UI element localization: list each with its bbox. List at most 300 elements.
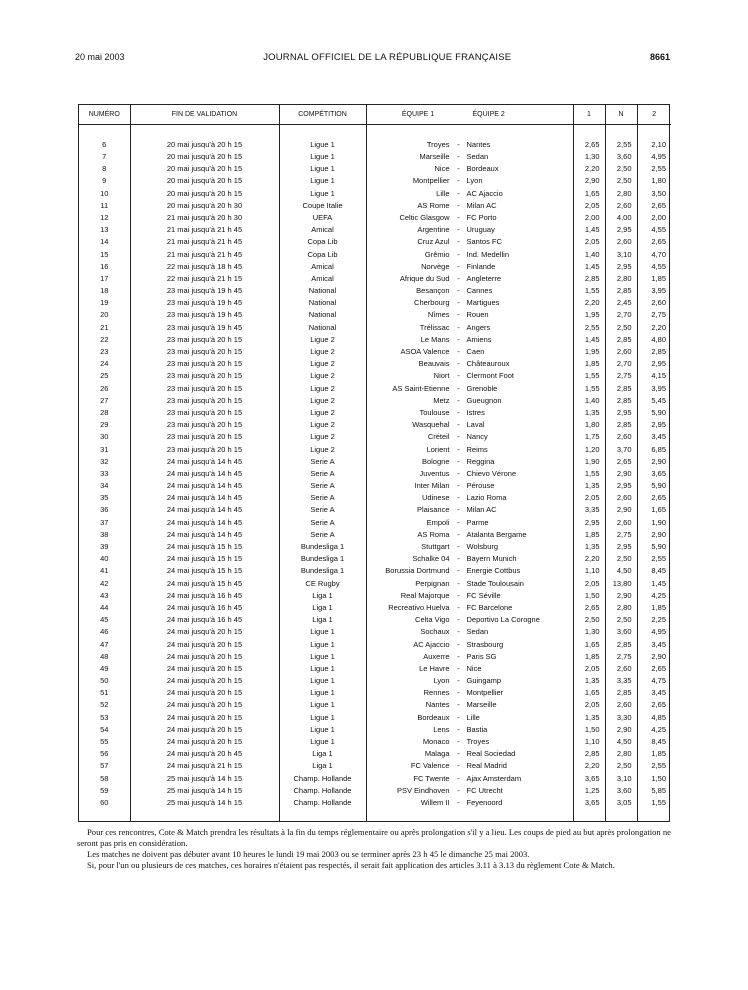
- table-spacer-row: [79, 125, 671, 139]
- cell-cote-1: 2,65: [573, 601, 605, 613]
- cell-cote-n: 2,60: [605, 345, 637, 357]
- cell-equipes: [366, 199, 573, 211]
- cell-cote-2: 2,60: [637, 297, 671, 309]
- cell-fin-validation: 20 mai jusqu'à 20 h 15: [130, 175, 279, 187]
- cell-numero: 16: [100, 261, 109, 271]
- cell-cote-1: 2,05: [573, 577, 605, 589]
- cell-cote-n: 2,90: [605, 504, 637, 516]
- cell-equipe-1: Borussia Dortmund: [385, 566, 450, 576]
- cell-cote-1: 1,10: [573, 565, 605, 577]
- cell-cote-2: 2,65: [637, 199, 671, 211]
- table-row: [79, 297, 671, 309]
- cell-cote-2: 1,50: [637, 772, 671, 784]
- cell-equipe-2: Sedan: [466, 152, 489, 161]
- cell-cote-2: 4,70: [637, 248, 671, 260]
- cell-cote-n: 2,85: [605, 394, 637, 406]
- col-header-equipes: [366, 105, 573, 125]
- cell-equipes: [366, 577, 573, 589]
- cell-competition: Amical: [279, 272, 366, 284]
- cell-equipe-1: Real Majorque: [400, 590, 450, 600]
- cell-cote-n: 3,10: [605, 248, 637, 260]
- cell-equipe-2: Lyon: [466, 176, 483, 186]
- cell-equipe-1: Le Havre: [419, 663, 450, 673]
- cell-numero: 42: [100, 578, 109, 588]
- team-separator: -: [457, 712, 460, 722]
- cell-cote-2: 2,65: [637, 492, 671, 504]
- cell-cote-2: 4,25: [637, 589, 671, 601]
- cell-equipes: [366, 796, 573, 808]
- cell-equipe-2: Finlande: [466, 261, 496, 271]
- cell-numero: 45: [100, 615, 109, 625]
- cell-numero: 28: [100, 407, 109, 417]
- cell-cote-n: 4,50: [605, 735, 637, 747]
- table-row: [79, 370, 671, 382]
- cell-equipe-2: Laval: [466, 420, 485, 430]
- cell-cote-n: 13,80: [605, 577, 637, 589]
- cell-cote-n: 2,95: [605, 540, 637, 552]
- cell-cote-n: 2,95: [605, 224, 637, 236]
- cell-fin-validation: 24 mai jusqu'à 16 h 45: [130, 589, 279, 601]
- cell-cote-n: 2,90: [605, 589, 637, 601]
- cell-cote-n: 2,60: [605, 662, 637, 674]
- cell-equipe-2: Ind. Medellin: [466, 249, 510, 259]
- cell-competition: CE Rugby: [279, 577, 366, 589]
- cell-equipe-1: Wasquehal: [412, 420, 450, 430]
- cell-cote-1: 2,20: [573, 760, 605, 772]
- table-row: [79, 784, 671, 796]
- team-separator: -: [457, 542, 460, 551]
- cell-equipe-1: FC Valence: [410, 761, 450, 771]
- table-row: [79, 540, 671, 552]
- cell-numero: 50: [100, 676, 109, 686]
- cell-cote-2: 3,95: [637, 285, 671, 297]
- table-row: [79, 565, 671, 577]
- cell-equipe-1: Bordeaux: [417, 712, 450, 722]
- team-separator: -: [457, 420, 460, 430]
- cell-numero: 34: [100, 481, 109, 491]
- cell-cote-1: 1,45: [573, 333, 605, 345]
- cell-equipe-2: Angleterre: [466, 273, 502, 283]
- cell-numero: 35: [100, 493, 109, 503]
- cell-numero: 19: [100, 298, 109, 308]
- team-separator: -: [457, 663, 460, 673]
- cell-equipe-1: Plaisance: [416, 505, 450, 515]
- cell-cote-n: 2,95: [605, 260, 637, 272]
- table-row: [79, 285, 671, 297]
- cell-equipe-1: Monaco: [422, 737, 450, 746]
- cell-competition: Ligue 1: [279, 675, 366, 687]
- cell-equipes: [366, 309, 573, 321]
- cell-competition: UEFA: [279, 211, 366, 223]
- cell-cote-1: 1,85: [573, 650, 605, 662]
- table-body: [79, 125, 671, 822]
- cell-equipe-2: Amiens: [466, 334, 492, 344]
- cell-competition: Ligue 1: [279, 638, 366, 650]
- cell-numero: 9: [102, 176, 107, 186]
- cell-equipe-2: Troyes: [466, 737, 490, 746]
- cell-equipe-2: Uruguay: [466, 225, 495, 235]
- cell-competition: Serie A: [279, 480, 366, 492]
- cell-cote-2: 2,55: [637, 163, 671, 175]
- cell-numero: 14: [100, 237, 109, 247]
- cell-equipe-2: Real Sociedad: [466, 749, 516, 759]
- cell-equipes: [366, 589, 573, 601]
- cell-equipes: [366, 662, 573, 674]
- cell-cote-n: 2,85: [605, 382, 637, 394]
- cell-fin-validation: 21 mai jusqu'à 20 h 30: [130, 211, 279, 223]
- table-row: [79, 199, 671, 211]
- cell-equipe-1: Beauvais: [418, 359, 450, 369]
- cell-numero: 41: [100, 566, 109, 576]
- cell-equipe-2: FC Séville: [466, 590, 501, 600]
- cell-competition: Liga 1: [279, 614, 366, 626]
- cell-equipe-2: Feyenoord: [466, 797, 503, 807]
- cell-equipe-2: Nantes: [466, 139, 491, 149]
- cell-equipes: [366, 285, 573, 297]
- table-row: [79, 577, 671, 589]
- cell-cote-1: 2,05: [573, 199, 605, 211]
- cell-cote-2: 3,95: [637, 382, 671, 394]
- cell-cote-1: 1,45: [573, 260, 605, 272]
- cell-fin-validation: 23 mai jusqu'à 19 h 45: [130, 297, 279, 309]
- cell-numero: 56: [100, 749, 109, 759]
- cell-competition: National: [279, 297, 366, 309]
- cell-cote-2: 4,95: [637, 150, 671, 162]
- cell-cote-n: 3,60: [605, 626, 637, 638]
- cell-equipe-2: Real Madrid: [466, 761, 507, 771]
- cell-fin-validation: 23 mai jusqu'à 20 h 15: [130, 394, 279, 406]
- cell-cote-2: 2,20: [637, 321, 671, 333]
- cell-equipes: [366, 699, 573, 711]
- cell-competition: Ligue 1: [279, 138, 366, 150]
- cell-competition: Liga 1: [279, 589, 366, 601]
- cell-equipe-1: Cruz Azul: [417, 237, 450, 247]
- cell-competition: Serie A: [279, 467, 366, 479]
- cell-numero: 18: [100, 286, 109, 296]
- table-row: [79, 723, 671, 735]
- cell-competition: Serie A: [279, 504, 366, 516]
- cell-cote-2: 3,50: [637, 187, 671, 199]
- cell-cote-1: 2,05: [573, 236, 605, 248]
- table-row: [79, 321, 671, 333]
- cell-equipe-2: Marseille: [466, 700, 497, 710]
- cell-cote-n: 2,50: [605, 553, 637, 565]
- cell-cote-2: 2,95: [637, 358, 671, 370]
- cell-equipes: [366, 260, 573, 272]
- cell-equipe-1: AS Saint-Etienne: [392, 383, 450, 393]
- cell-equipe-1: Recreativo Huelva: [388, 602, 450, 612]
- cell-numero: 12: [100, 212, 109, 222]
- cell-equipe-1: Norvège: [421, 261, 450, 271]
- cell-cote-1: 1,90: [573, 455, 605, 467]
- cell-equipe-2: Energie Cottbus: [466, 566, 521, 576]
- cell-equipe-1: Willem II: [420, 797, 450, 807]
- cell-competition: Serie A: [279, 516, 366, 528]
- cell-equipe-2: Angers: [466, 322, 491, 332]
- table-row: [79, 431, 671, 443]
- team-separator: -: [457, 493, 460, 503]
- cell-numero: 51: [100, 688, 109, 698]
- cell-fin-validation: 23 mai jusqu'à 20 h 15: [130, 382, 279, 394]
- cell-cote-1: 2,20: [573, 297, 605, 309]
- cell-numero: 46: [100, 627, 109, 637]
- cell-equipes: [366, 419, 573, 431]
- cell-fin-validation: 24 mai jusqu'à 14 h 45: [130, 504, 279, 516]
- cell-equipe-1: Niort: [433, 371, 450, 381]
- cell-fin-validation: 24 mai jusqu'à 15 h 15: [130, 565, 279, 577]
- cell-fin-validation: 24 mai jusqu'à 14 h 45: [130, 528, 279, 540]
- cell-equipe-2: Istres: [466, 407, 485, 417]
- cell-cote-n: 4,50: [605, 565, 637, 577]
- cell-numero: 11: [100, 200, 109, 210]
- cell-cote-n: 2,60: [605, 199, 637, 211]
- team-separator: -: [457, 797, 460, 807]
- cell-equipe-2: FC Barcelone: [466, 602, 513, 612]
- cell-numero: 33: [100, 468, 109, 478]
- cell-competition: National: [279, 321, 366, 333]
- cell-equipe-2: Ajax Amsterdam: [466, 773, 522, 783]
- table-row: [79, 175, 671, 187]
- cell-equipes: [366, 723, 573, 735]
- cell-cote-2: 5,85: [637, 784, 671, 796]
- table-row: [79, 138, 671, 150]
- cell-equipes: [366, 626, 573, 638]
- cell-fin-validation: 24 mai jusqu'à 20 h 15: [130, 650, 279, 662]
- cell-equipes: [366, 735, 573, 747]
- cell-equipes: [366, 650, 573, 662]
- cell-cote-n: 2,70: [605, 309, 637, 321]
- table-row: [79, 748, 671, 760]
- table-row: [79, 187, 671, 199]
- cell-cote-1: 2,05: [573, 662, 605, 674]
- cell-cote-1: 1,40: [573, 394, 605, 406]
- cell-fin-validation: 23 mai jusqu'à 20 h 15: [130, 443, 279, 455]
- cell-cote-1: 1,40: [573, 248, 605, 260]
- cell-equipe-2: Pérouse: [466, 481, 495, 491]
- table-header-row: [79, 105, 671, 125]
- cell-cote-n: 2,50: [605, 163, 637, 175]
- cell-cote-2: 5,90: [637, 540, 671, 552]
- cell-equipe-1: AC Ajaccio: [413, 639, 450, 649]
- team-separator: -: [457, 249, 460, 259]
- cell-cote-n: 2,85: [605, 285, 637, 297]
- cell-competition: Coupe Italie: [279, 199, 366, 211]
- cell-competition: Ligue 2: [279, 382, 366, 394]
- cell-equipe-1: Celtic Glasgow: [399, 212, 450, 222]
- team-separator: -: [457, 529, 460, 539]
- cell-equipe-2: Montpellier: [466, 688, 504, 698]
- cell-competition: Bundesliga 1: [279, 540, 366, 552]
- cell-fin-validation: 24 mai jusqu'à 14 h 45: [130, 455, 279, 467]
- cell-numero: 44: [100, 602, 109, 612]
- cell-equipes: [366, 370, 573, 382]
- cell-cote-1: 1,50: [573, 723, 605, 735]
- cell-equipe-2: Paris SG: [466, 651, 497, 661]
- cell-numero: 27: [100, 395, 109, 405]
- cell-cote-1: 2,65: [573, 138, 605, 150]
- team-separator: -: [457, 627, 460, 637]
- cell-numero: 23: [100, 347, 109, 356]
- cell-cote-1: 2,95: [573, 516, 605, 528]
- cell-numero: 57: [100, 761, 109, 771]
- cell-numero: 6: [102, 139, 107, 149]
- cell-fin-validation: 20 mai jusqu'à 20 h 30: [130, 199, 279, 211]
- cell-fin-validation: 25 mai jusqu'à 14 h 15: [130, 772, 279, 784]
- table-row: [79, 309, 671, 321]
- cell-cote-2: 5,45: [637, 394, 671, 406]
- cell-competition: National: [279, 285, 366, 297]
- team-separator: -: [457, 578, 460, 588]
- cell-equipe-2: Guingamp: [466, 676, 502, 686]
- cell-fin-validation: 20 mai jusqu'à 20 h 15: [130, 187, 279, 199]
- cell-equipe-2: Parme: [466, 517, 489, 527]
- cell-competition: Bundesliga 1: [279, 565, 366, 577]
- table-row: [79, 675, 671, 687]
- cell-cote-2: 3,45: [637, 687, 671, 699]
- cell-numero: 49: [100, 663, 109, 673]
- cell-cote-1: 2,85: [573, 748, 605, 760]
- cell-equipes: [366, 565, 573, 577]
- team-separator: -: [457, 676, 460, 686]
- cell-equipe-1: Nantes: [425, 700, 450, 710]
- cell-numero: 26: [100, 383, 109, 393]
- cell-competition: Liga 1: [279, 601, 366, 613]
- cell-cote-1: 2,90: [573, 175, 605, 187]
- cell-equipes: [366, 455, 573, 467]
- table-row: [79, 455, 671, 467]
- cell-cote-1: 1,10: [573, 735, 605, 747]
- table-row: [79, 626, 671, 638]
- cell-numero: 32: [100, 456, 109, 466]
- cell-equipe-1: Inter Milan: [414, 481, 450, 491]
- cell-cote-n: 2,60: [605, 236, 637, 248]
- cell-equipe-2: Lazio Roma: [466, 493, 507, 503]
- table-row: [79, 662, 671, 674]
- cell-cote-1: 2,50: [573, 614, 605, 626]
- cell-fin-validation: 20 mai jusqu'à 20 h 15: [130, 138, 279, 150]
- cell-equipes: [366, 480, 573, 492]
- table-row: [79, 394, 671, 406]
- cell-numero: 17: [100, 273, 109, 283]
- cell-equipe-2: Châteauroux: [466, 359, 510, 369]
- cell-cote-2: 3,45: [637, 431, 671, 443]
- cell-competition: Serie A: [279, 528, 366, 540]
- cell-equipe-1: FC Twente: [413, 773, 450, 783]
- cell-numero: 48: [100, 651, 109, 661]
- cell-numero: 38: [100, 529, 109, 539]
- table-row: [79, 492, 671, 504]
- cell-cote-2: 2,55: [637, 760, 671, 772]
- cell-fin-validation: 24 mai jusqu'à 20 h 15: [130, 662, 279, 674]
- cell-equipe-1: Perpignan: [415, 578, 450, 588]
- header-date: 20 mai 2003: [75, 52, 125, 62]
- cell-equipe-1: Nice: [434, 164, 450, 174]
- cell-numero: 8: [102, 164, 107, 174]
- cell-numero: 53: [100, 712, 109, 722]
- cell-cote-2: 2,90: [637, 650, 671, 662]
- cell-fin-validation: 24 mai jusqu'à 14 h 45: [130, 516, 279, 528]
- cell-equipe-2: Gueugnon: [466, 395, 502, 405]
- team-separator: -: [457, 444, 460, 454]
- cell-equipe-1: Montpellier: [412, 176, 450, 186]
- cell-equipe-2: Deportivo La Corogne: [466, 615, 540, 625]
- cell-cote-1: 1,35: [573, 406, 605, 418]
- cell-cote-2: 2,85: [637, 345, 671, 357]
- cell-equipe-1: Afrique du Sud: [399, 273, 450, 283]
- cell-numero: 21: [100, 322, 109, 332]
- cell-equipe-1: Marseille: [419, 152, 450, 161]
- cell-cote-2: 1,85: [637, 601, 671, 613]
- cell-equipe-2: Stade Toulousain: [466, 578, 524, 588]
- cell-equipe-1: Juventus: [419, 468, 450, 478]
- cell-cote-2: 3,65: [637, 467, 671, 479]
- cell-numero: 60: [100, 797, 109, 807]
- cell-competition: Ligue 2: [279, 419, 366, 431]
- cell-cote-1: 1,30: [573, 150, 605, 162]
- cell-equipe-2: Bastia: [466, 724, 488, 734]
- cell-cote-1: 2,85: [573, 272, 605, 284]
- cell-equipe-1: Le Mans: [420, 334, 450, 344]
- team-separator: -: [457, 468, 460, 478]
- cell-fin-validation: 24 mai jusqu'à 16 h 45: [130, 614, 279, 626]
- cell-equipe-1: AS Rome: [417, 200, 450, 210]
- cell-cote-n: 2,90: [605, 723, 637, 735]
- col-header-fin-validation: FIN DE VALIDATION: [130, 105, 279, 125]
- team-separator: -: [457, 554, 460, 564]
- cell-competition: Ligue 2: [279, 394, 366, 406]
- team-separator: -: [457, 602, 460, 612]
- cell-equipes: [366, 345, 573, 357]
- cell-cote-1: 2,00: [573, 211, 605, 223]
- team-separator: -: [457, 590, 460, 600]
- cell-equipe-2: Bayern Munich: [466, 554, 517, 564]
- cell-competition: Ligue 2: [279, 333, 366, 345]
- cell-numero: 43: [100, 590, 109, 600]
- cell-cote-n: 3,70: [605, 443, 637, 455]
- cell-cote-n: 2,80: [605, 748, 637, 760]
- cell-cote-n: 2,85: [605, 419, 637, 431]
- table-filler-row: [79, 809, 671, 821]
- cell-fin-validation: 23 mai jusqu'à 20 h 15: [130, 345, 279, 357]
- team-separator: -: [457, 505, 460, 515]
- cell-cote-1: 3,65: [573, 796, 605, 808]
- cell-competition: Ligue 2: [279, 443, 366, 455]
- cell-competition: Ligue 2: [279, 370, 366, 382]
- cell-fin-validation: 24 mai jusqu'à 20 h 15: [130, 699, 279, 711]
- cell-fin-validation: 22 mai jusqu'à 18 h 45: [130, 260, 279, 272]
- cell-equipes: [366, 163, 573, 175]
- table-row: [79, 419, 671, 431]
- cell-equipe-1: PSV Eindhoven: [396, 785, 450, 795]
- cell-fin-validation: 24 mai jusqu'à 21 h 15: [130, 760, 279, 772]
- cell-equipes: [366, 516, 573, 528]
- cell-numero: 40: [100, 554, 109, 564]
- cell-numero: 47: [100, 639, 109, 649]
- cell-equipes: [366, 211, 573, 223]
- cell-cote-2: 2,65: [637, 236, 671, 248]
- cell-cote-n: 3,60: [605, 150, 637, 162]
- cell-equipe-1: Lens: [433, 724, 450, 734]
- cell-cote-2: 4,80: [637, 333, 671, 345]
- cell-numero: 58: [100, 773, 109, 783]
- cell-numero: 31: [100, 444, 109, 454]
- team-separator: -: [457, 359, 460, 369]
- cell-fin-validation: 23 mai jusqu'à 20 h 15: [130, 370, 279, 382]
- cell-numero: 15: [100, 249, 109, 259]
- cell-cote-2: 4,95: [637, 626, 671, 638]
- col-header-1: 1: [573, 105, 605, 125]
- cell-cote-n: 2,50: [605, 321, 637, 333]
